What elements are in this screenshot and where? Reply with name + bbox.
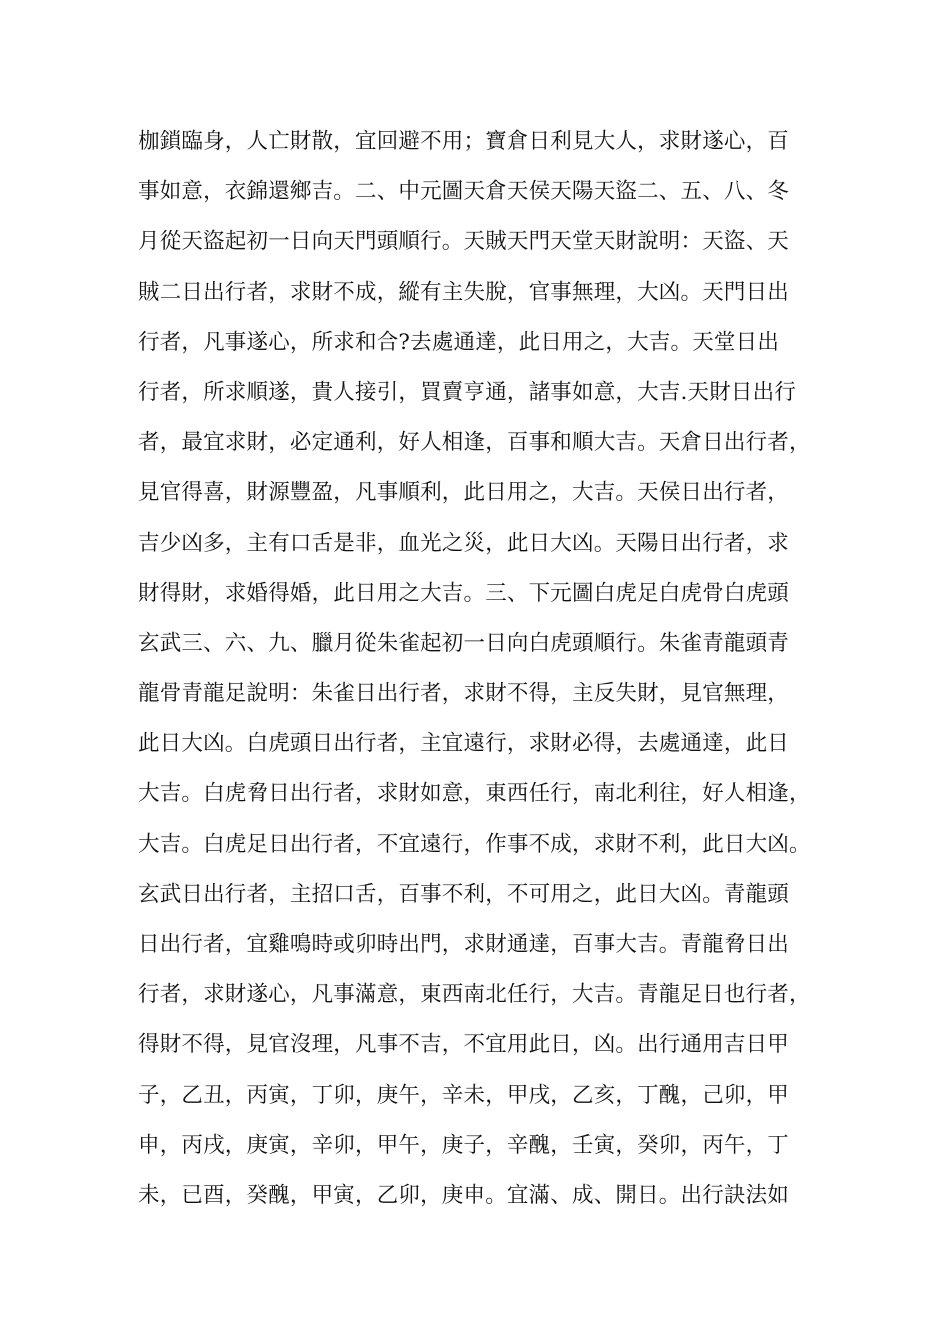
- text-line: 行者，所求順遂，貴人接引，買賣亨通，諸事如意，大吉.天財日出行: [138, 379, 797, 405]
- text-line: 枷鎖臨身，人亡財散，宜回避不用；寶倉日利見大人，求財遂心，百: [138, 129, 790, 154]
- text-line: 者，最宜求財，必定通利，好人相逢，百事和順大吉。天倉日出行者，: [138, 430, 811, 456]
- text-line: 日出行者，宜雞鳴時或卯時出門，求財通達，百事大吉。青龍脅日出: [138, 932, 790, 957]
- text-line: 財得財，求婚得婚，此日用之大吉。三、下元圖白虎足白虎骨白虎頭: [138, 580, 790, 606]
- text-line: 龍骨青龍足說明：朱雀日出行者，求財不得，主反失財，見官無理，: [138, 681, 790, 707]
- text-line: 未，已酉，癸醜，甲寅，乙卯，庚申。宜滿、成、開日。出行訣法如: [138, 1182, 790, 1208]
- text-line: 行者，凡事遂心，所求和合?去處通達，此日用之，大吉。天堂日出: [138, 329, 780, 355]
- text-line: 此日大凶。白虎頭日出行者，主宜遠行，求財必得，去處通達，此日: [138, 731, 790, 757]
- text-line: 賊二日出行者，求財不成，縱有主失脫，官事無理，大凶。天門日出: [138, 279, 790, 305]
- text-line: 月從天盜起初一日向天門頭順行。天賊天門天堂天財說明：天盜、天: [138, 229, 790, 255]
- text-line: 玄武日出行者，主招口舌，百事不利，不可用之，此日大凶。青龍頭: [138, 881, 790, 907]
- text-line: 大吉。白虎脅日出行者，求財如意，東西任行，南北利往，好人相逢，: [138, 781, 811, 807]
- text-line: 大吉。白虎足日出行者，不宜遠行，作事不成，求財不利，此日大凶。: [138, 831, 811, 857]
- text-line: 行者，求財遂心，凡事滿意，東西南北任行，大吉。青龍足日也行者，: [138, 982, 811, 1008]
- text-line: 子，乙丑，丙寅，丁卯，庚午，辛未，甲戌，乙亥，丁醜，己卯，甲: [138, 1082, 790, 1108]
- text-line: 吉少凶多，主有口舌是非，血光之災，此日大凶。天陽日出行者，求: [138, 530, 790, 556]
- text-line: 得財不得，見官沒理，凡事不吉，不宜用此日，凶。出行通用吉日甲: [138, 1032, 790, 1058]
- text-line: 玄武三、六、九、臘月從朱雀起初一日向白虎頭順行。朱雀青龍頭青: [138, 630, 790, 656]
- text-line: 見官得喜，財源豐盈，凡事順利，此日用之，大吉。天侯日出行者，: [138, 480, 790, 506]
- body-text: [138, 117, 838, 1221]
- text-line: 申，丙戌，庚寅，辛卯，甲午，庚子，辛醜，壬寅，癸卯，丙午，丁: [138, 1132, 790, 1158]
- text-line: 事如意，衣錦還鄉吉。二、中元圖天倉天侯天陽天盜二、五、八、冬: [138, 179, 790, 205]
